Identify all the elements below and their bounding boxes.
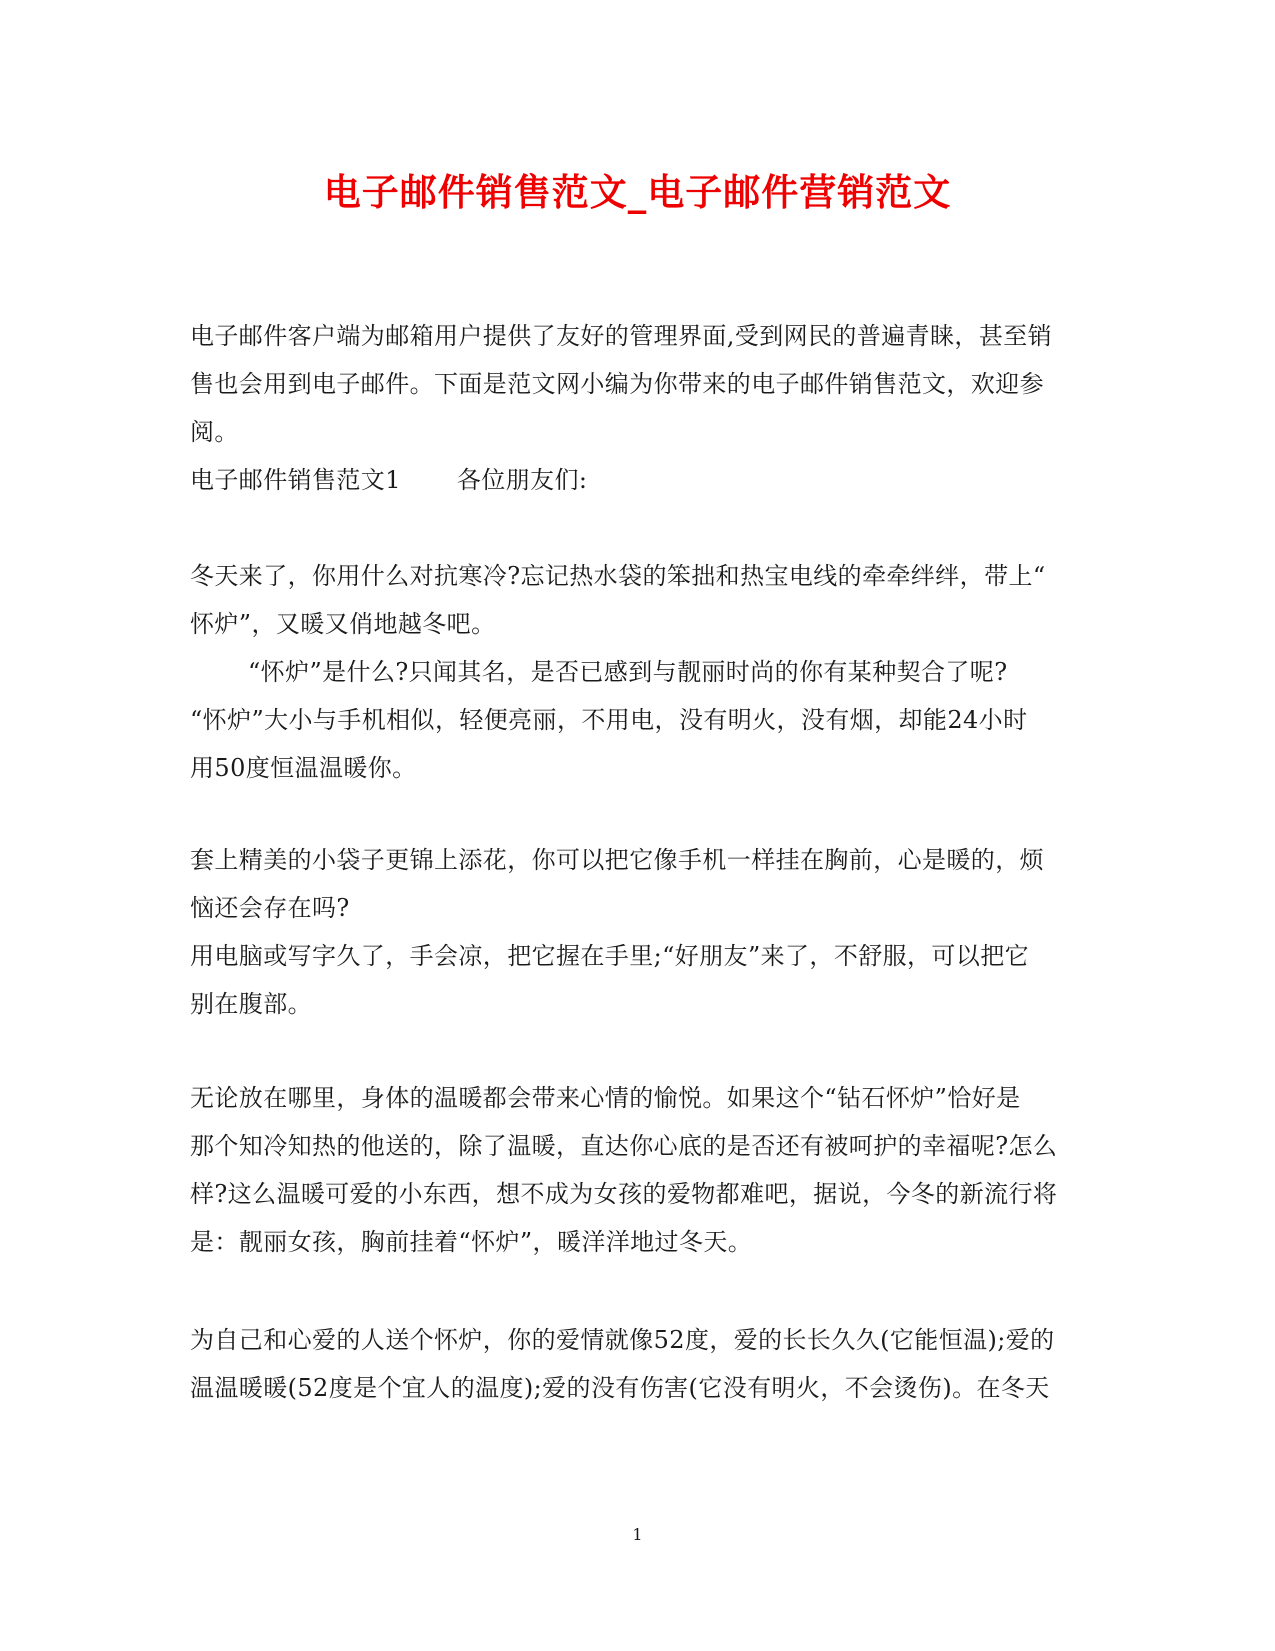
section-heading-line (190, 456, 1080, 504)
text-line: 电子邮件客户端为邮箱用户提供了友好的管理界面,受到网民的普遍青睐，甚至销 (190, 322, 1053, 350)
text-line: 用电脑或写字久了，手会凉，把它握在手里;“好朋友”来了，不舒服，可以把它 (190, 942, 1030, 970)
text-line: 冬天来了，你用什么对抗寒冷?忘记热水袋的笨拙和热宝电线的牵牵绊绊，带上“ (190, 562, 1046, 590)
text-line: 是：靓丽女孩，胸前挂着“怀炉”，暖洋洋地过冬天。 (190, 1228, 753, 1256)
section-heading: 电子邮件销售范文1 (190, 466, 401, 494)
text-line: 售也会用到电子邮件。下面是范文网小编为你带来的电子邮件销售范文，欢迎参 (190, 370, 1044, 398)
text-line: 套上精美的小袋子更锦上添花，你可以把它像手机一样挂在胸前，心是暖的，烦 (190, 846, 1044, 874)
intro-paragraph (190, 312, 1080, 504)
text-line: “怀炉”是什么?只闻其名，是否已感到与靓丽时尚的你有某种契合了呢? (248, 658, 1008, 686)
text-line: 别在腹部。 (190, 990, 312, 1018)
paragraph-1 (190, 552, 1080, 792)
paragraph-4 (190, 1074, 1080, 1266)
text-line: 用50度恒温温暖你。 (190, 754, 417, 782)
greeting: 各位朋友们: (456, 466, 588, 494)
text-line: 怀炉”，又暖又俏地越冬吧。 (190, 610, 496, 638)
document-title: 电子邮件销售范文_电子邮件营销范文 (323, 170, 952, 214)
text-line: 无论放在哪里，身体的温暖都会带来心情的愉悦。如果这个“钻石怀炉”恰好是 (190, 1084, 1021, 1112)
text-line: “怀炉”大小与手机相似，轻便亮丽，不用电，没有明火，没有烟，却能24小时 (190, 706, 1028, 734)
paragraph-3 (190, 836, 1080, 1028)
paragraph-5 (190, 1316, 1080, 1412)
text-line: 样?这么温暖可爱的小东西，想不成为女孩的爱物都难吧，据说，今冬的新流行将 (190, 1180, 1058, 1208)
text-line: 恼还会存在吗? (190, 894, 350, 922)
page-number: 1 (632, 1525, 643, 1544)
text-line: 阅。 (190, 418, 239, 446)
text-line: 为自己和心爱的人送个怀炉，你的爱情就像52度，爱的长长久久(它能恒温);爱的 (190, 1326, 1055, 1354)
text-line: 温温暖暖(52度是个宜人的温度);爱的没有伤害(它没有明火，不会烫伤)。在冬天 (190, 1374, 1050, 1402)
text-line: 那个知冷知热的他送的，除了温暖，直达你心底的是否还有被呵护的幸福呢?怎么 (190, 1132, 1058, 1160)
